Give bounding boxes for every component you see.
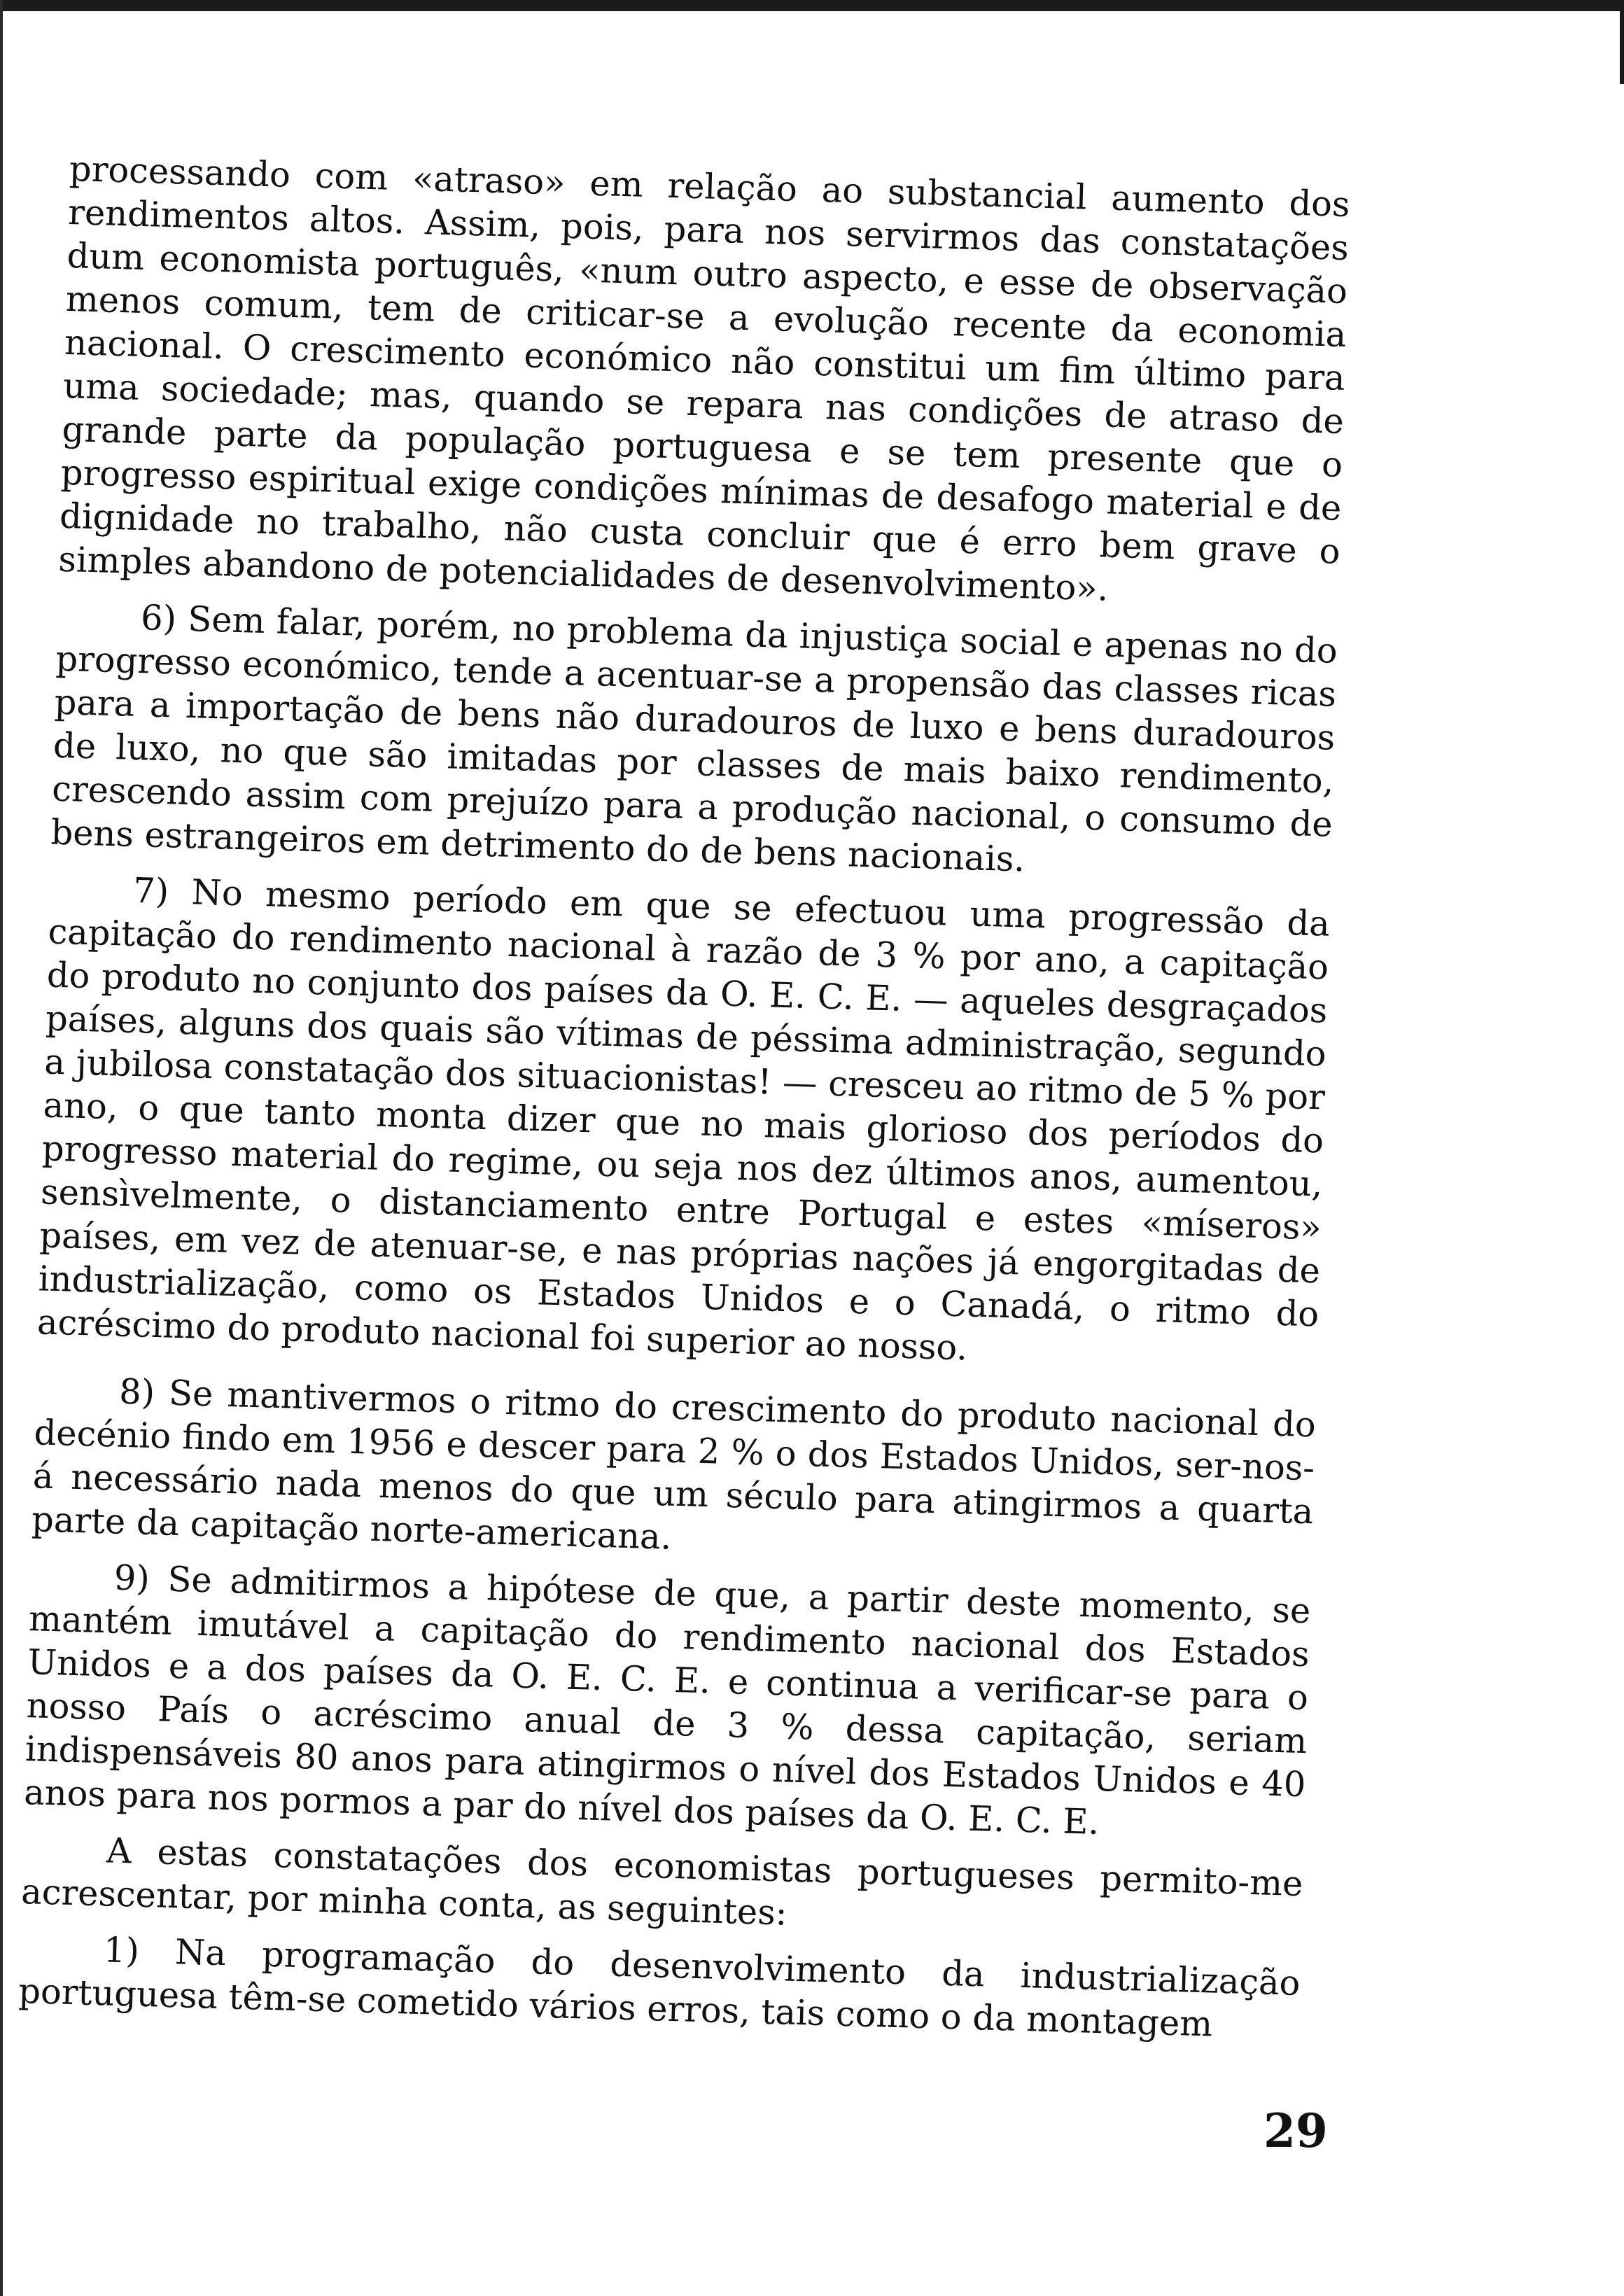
- paragraph-item-7: 7) No mesmo período em que se efectuou uma progressão da capitação do rendimento nacional à razão de 3 % por ano, a capitação do produto no conjunto dos países da O. E. C. E. — aqueles desgraçados países, alguns dos quais são vítimas de péssima administração, segundo a jubilosa constatação dos situacionistas! — cresceu ao ritmo de 5 % por ano, o que tanto monta dizer que no mais glorioso dos períodos do progresso material do regime, ou seja nos dez últimos anos, aumentou, sensìvelmente, o distanciamento entre Portugal e estes «míseros» países, em vez de atenuar-se, e nas próprias nações já engorgitadas de industrialização, como os Estados Unidos e o Canadá, o ritmo do acréscimo do produto nacional foi superior ao nosso.: [36, 869, 1331, 1368]
- scan-border-left: [0, 0, 3, 2296]
- paragraph-item-1: 1) Na programação do desenvolvimento da industrialização portuguesa têm-se cometido vários erros, tais como o da montagem: [18, 1929, 1301, 2045]
- paragraph-item-8: 8) Se mantivermos o ritmo do crescimento do produto nacional do decénio findo em 1956 e descer para 2 % o dos Estados Unidos, ser-nos-á necessário nada menos do que um século para atingirmos a quarta parte da capitação norte-americana.: [31, 1371, 1317, 1558]
- paragraph-item-9: 9) Se admitirmos a hipótese de que, a partir deste momento, se mantém imutável a capitação do rendimento nacional dos Estados Unidos e a dos países da O. E. C. E. e continua a verificar-se para o nosso País o acréscimo anual de 3 % dessa capitação, seriam indispensáveis 80 anos para atingirmos o nível dos Estados Unidos e 40 anos para nos pormos a par do nível dos países da O. E. C. E.: [23, 1557, 1312, 1842]
- scan-border-top: [0, 0, 1624, 11]
- page-number: 29: [1264, 2104, 1328, 2158]
- scan-border-right: [1620, 0, 1624, 84]
- paragraph-item-6: 6) Sem falar, porém, no problema da injustiça social e apenas no do progresso económico, tende a acentuar-se a propensão das classes ricas para a importação de bens não duradouros de luxo e bens duradouros de luxo, no que são imitadas por classes de mais baixo rendimento, crescendo assim com prejuízo para a produção nacional, o consumo de bens estrangeiros em detrimento do de bens nacionais.: [50, 597, 1338, 880]
- paragraph-continuation: processando com «atraso» em relação ao substancial aumento dos rendimentos altos. Assim, pois, para nos servirmos das constatações dum economista português, «num outro aspecto, e esse de observação menos comum, tem de criticar-se a evolução recente da economia nacional. O crescimento económico não constitui um fim último para uma sociedade; mas, quando se repara nas condições de atraso de grande parte da população portuguesa e se tem presente que o progresso espiritual exige condições mínimas de desafogo material e de dignidade no trabalho, não custa concluir que é erro bem grave o simples abandono de potencialidades de desenvolvimento».: [57, 148, 1351, 609]
- body-text: [18, 147, 1351, 2048]
- paragraph-intro-author: A estas constatações dos economistas portugueses permito-me acrescentar, por minha conta, as seguintes:: [20, 1830, 1304, 1933]
